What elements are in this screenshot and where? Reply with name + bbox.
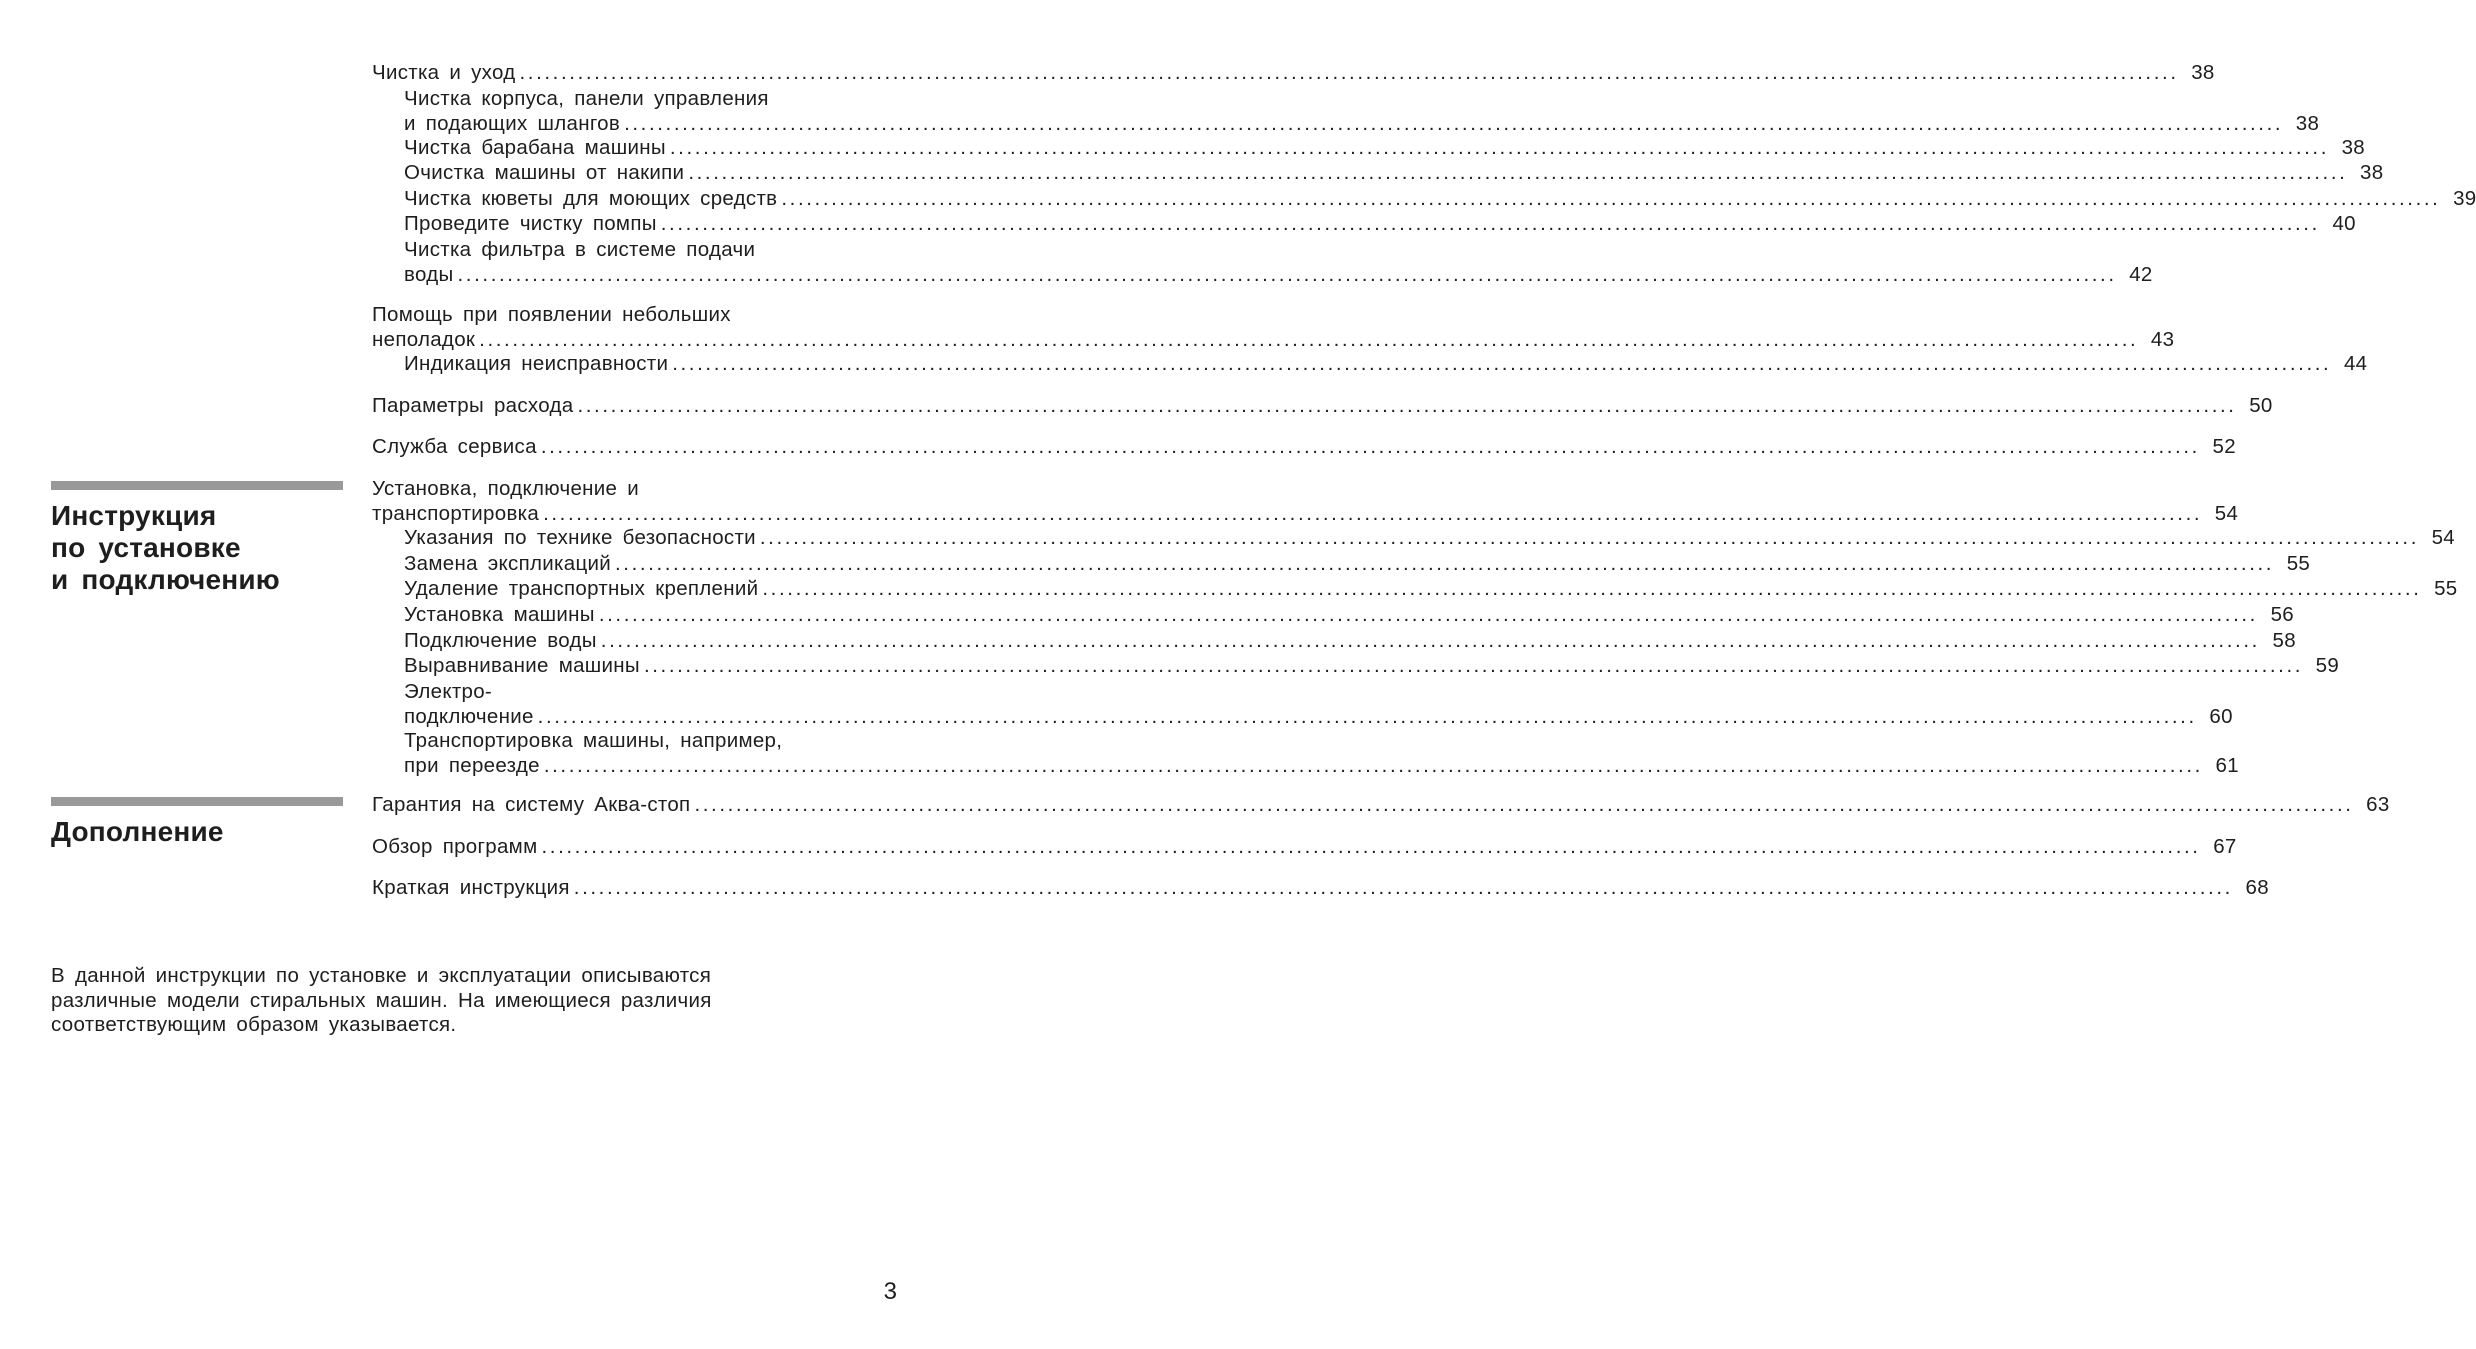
toc-entry-text: Удаление транспортных креплений — [404, 577, 759, 600]
toc-entry[interactable] — [404, 654, 2340, 679]
toc-page-number: 55 — [2286, 552, 2311, 575]
toc-entry[interactable] — [404, 603, 2294, 628]
toc-entry-line — [404, 352, 2368, 377]
note-line: В данной инструкции по установке и эксплуатации описываются — [51, 964, 712, 987]
dot-leader: ........................................................................................................................................................................................................ — [614, 552, 2275, 575]
toc-entry-line — [404, 577, 2458, 602]
toc-page-number: 50 — [2249, 394, 2273, 417]
toc-entry-text: Гарантия на систему Аква-стоп — [372, 793, 691, 816]
toc-entry[interactable] — [372, 477, 2239, 526]
toc-entry-line — [372, 394, 2273, 419]
toc-entry[interactable] — [372, 835, 2237, 860]
toc-entry[interactable] — [372, 394, 2273, 419]
dot-leader: ........................................................................................................................................................................................................ — [624, 111, 2284, 135]
toc-entry-text: Установка машины — [404, 603, 595, 626]
dot-leader: ........................................................................................................................................................................................................ — [479, 327, 2139, 351]
section-bar — [51, 797, 343, 806]
section-title — [51, 500, 343, 596]
section-bar — [51, 481, 343, 490]
toc-entry-text: подключение — [404, 704, 534, 728]
dot-leader: ........................................................................................................................................................................................................ — [537, 704, 2197, 728]
page-number: 3 — [883, 1278, 897, 1305]
toc-entry-line — [372, 327, 2175, 353]
toc-page-number: 60 — [2209, 704, 2233, 728]
section-title — [51, 816, 343, 848]
toc-entry-line — [372, 501, 2239, 527]
dot-leader: ........................................................................................................................................................................................................ — [598, 603, 2258, 626]
toc-entry-text: Установка, подключение и — [372, 477, 639, 500]
toc-page-number: 56 — [2270, 603, 2294, 626]
toc-entry-text: Чистка барабана машины — [404, 136, 666, 159]
dot-leader: ........................................................................................................................................................................................................ — [759, 526, 2420, 549]
toc-entry-text: Замена экспликаций — [404, 552, 611, 575]
dot-leader: ........................................................................................................................................................................................................ — [573, 876, 2233, 899]
toc-entry-text: Помощь при появлении небольших — [372, 303, 731, 326]
toc-entry[interactable] — [372, 435, 2236, 460]
dot-leader: ........................................................................................................................................................................................................ — [694, 793, 2354, 816]
toc-entry[interactable] — [404, 577, 2458, 602]
section-title-line: по установке — [51, 532, 241, 563]
toc-entry-line — [372, 435, 2236, 460]
toc-entry-text: Обзор программ — [372, 835, 538, 858]
section-title-line: и подключению — [51, 564, 280, 595]
toc-entry-text: Чистка кюветы для моющих средств — [404, 187, 778, 210]
toc-entry-text: Выравнивание машины — [404, 654, 640, 677]
toc-entry-text: Краткая инструкция — [372, 876, 570, 899]
dot-leader: ........................................................................................................................................................................................................ — [541, 835, 2201, 858]
toc-entry-text: воды — [404, 262, 454, 286]
toc-entry-text: транспортировка — [372, 501, 540, 525]
dot-leader: ........................................................................................................................................................................................................ — [577, 394, 2237, 417]
toc-entry-text: неполадок — [372, 327, 476, 351]
toc-entry-text: Чистка фильтра в системе подачи — [404, 238, 756, 261]
toc-entry-line — [404, 603, 2294, 628]
toc-entry-text: Электро- — [404, 680, 493, 703]
toc-entry-line — [404, 212, 2356, 237]
toc-page-number: 43 — [2150, 327, 2175, 351]
toc-entry-line — [404, 629, 2296, 654]
toc-entry[interactable] — [404, 352, 2368, 377]
toc-page-number: 58 — [2272, 629, 2296, 652]
section-title-line: Дополнение — [51, 816, 224, 847]
section-appendix — [51, 797, 343, 848]
toc-entry-line — [372, 793, 2390, 818]
toc-entry[interactable] — [404, 680, 2233, 729]
toc-page-number: 44 — [2343, 352, 2368, 375]
toc-entry-text: и подающих шлангов — [404, 111, 621, 135]
dot-leader: ........................................................................................................................................................................................................ — [762, 577, 2422, 600]
note-line: различные модели стиральных машин. На имеющиеся различия — [51, 988, 712, 1012]
toc-page-number: 63 — [2366, 793, 2390, 816]
toc-page-number: 54 — [2214, 501, 2239, 525]
toc-entry-line — [372, 876, 2269, 901]
toc-entry-text: при переезде — [404, 753, 540, 777]
toc-entry-line — [404, 654, 2340, 679]
toc-entry[interactable] — [372, 876, 2269, 901]
toc-entry-text: Чистка и уход — [372, 61, 516, 84]
intro-note — [51, 964, 831, 1038]
toc-entry-line — [372, 835, 2237, 860]
toc-entry-line — [404, 704, 2233, 730]
dot-leader: ........................................................................................................................................................................................................ — [543, 753, 2203, 777]
note-line: соответствующим образом указывается. — [51, 1013, 457, 1036]
toc-page-number: 52 — [2212, 435, 2236, 458]
toc-page-number: 42 — [2129, 262, 2153, 286]
dot-leader: ........................................................................................................................................................................................................ — [672, 352, 2332, 375]
toc-entry-line — [404, 111, 2320, 137]
dot-leader: ........................................................................................................................................................................................................ — [688, 161, 2348, 184]
toc-entry-text: Указания по технике безопасности — [404, 526, 756, 549]
toc-entry-text: Индикация неисправности — [404, 352, 669, 375]
dot-leader: ........................................................................................................................................................................................................ — [457, 262, 2117, 286]
toc-entry-line — [404, 161, 2384, 186]
toc-entry-text: Подключение воды — [404, 629, 597, 652]
toc-entry[interactable] — [404, 552, 2311, 577]
dot-leader: ........................................................................................................................................................................................................ — [600, 629, 2260, 652]
dot-leader: ........................................................................................................................................................................................................ — [540, 435, 2200, 458]
toc-entry[interactable] — [404, 136, 2366, 161]
toc-entry-line — [404, 552, 2311, 577]
toc-entry-text: Чистка корпуса, панели управления — [404, 87, 769, 110]
toc-entry-line — [404, 187, 2476, 212]
toc-entry-line — [404, 136, 2366, 161]
toc-entry-text: Параметры расхода — [372, 394, 574, 417]
toc-entry[interactable] — [404, 161, 2384, 186]
toc-entry-text: Служба сервиса — [372, 435, 537, 458]
toc-entry[interactable] — [404, 212, 2356, 237]
toc-entry[interactable] — [404, 187, 2476, 212]
toc-page-number: 38 — [2360, 161, 2384, 184]
toc-entry[interactable] — [372, 793, 2390, 818]
toc-entry-line — [372, 61, 2215, 86]
toc-page-number: 40 — [2332, 212, 2356, 235]
toc-page-number: 38 — [2295, 111, 2320, 135]
toc-entry[interactable] — [404, 526, 2456, 551]
toc-page-number: 55 — [2434, 577, 2458, 600]
toc-entry-text: Проведите чистку помпы — [404, 212, 657, 235]
toc-page-number: 39 — [2453, 187, 2476, 210]
toc-page-number: 38 — [2191, 61, 2215, 84]
dot-leader: ........................................................................................................................................................................................................ — [669, 136, 2330, 159]
toc-page-number: 59 — [2315, 654, 2340, 677]
dot-leader: ........................................................................................................................................................................................................ — [781, 187, 2441, 210]
section-install — [51, 481, 343, 596]
toc-page-number: 67 — [2213, 835, 2237, 858]
toc-entry-text: Транспортировка машины, например, — [404, 729, 783, 752]
toc-page-number: 61 — [2215, 753, 2239, 777]
toc-entry-line — [404, 262, 2153, 288]
toc-entry[interactable] — [404, 238, 2153, 287]
toc-entry-line — [404, 526, 2456, 551]
toc-entry[interactable] — [372, 61, 2215, 86]
dot-leader: ........................................................................................................................................................................................................ — [643, 654, 2304, 677]
section-title-line: Инструкция — [51, 500, 217, 531]
dot-leader: ........................................................................................................................................................................................................ — [543, 501, 2203, 525]
toc-entry-text: Очистка машины от накипи — [404, 161, 685, 184]
toc-page-number: 38 — [2341, 136, 2366, 159]
toc-entry[interactable] — [404, 87, 2320, 136]
toc-entry[interactable] — [404, 629, 2296, 654]
toc-entry-line — [404, 753, 2239, 779]
dot-leader: ........................................................................................................................................................................................................ — [519, 61, 2179, 84]
toc-page-number: 68 — [2245, 876, 2269, 899]
toc-page-number: 54 — [2431, 526, 2456, 549]
toc-entry[interactable] — [372, 303, 2175, 352]
dot-leader: ........................................................................................................................................................................................................ — [660, 212, 2320, 235]
toc-entry[interactable] — [404, 729, 2239, 778]
